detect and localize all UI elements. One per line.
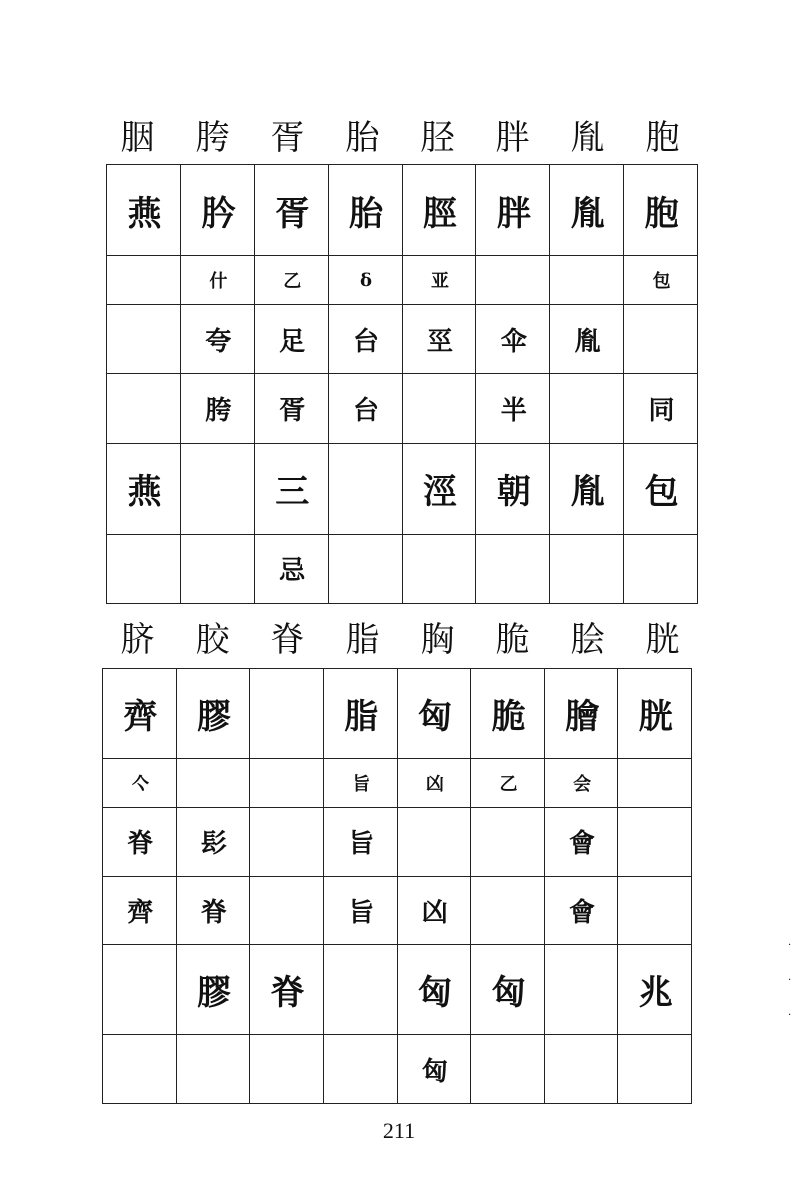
table-cell	[328, 374, 402, 443]
glyph-form: 胯	[205, 396, 230, 427]
table-cell	[544, 759, 618, 808]
table-cell	[624, 165, 698, 256]
table-cell	[397, 1035, 471, 1104]
table-row	[107, 534, 698, 603]
table-cell	[624, 305, 698, 374]
bottom-header-char: 脊	[270, 620, 305, 660]
glyph-form: 包	[644, 472, 677, 513]
table-cell	[402, 443, 476, 534]
glyph-form: 會	[569, 897, 594, 928]
glyph-form: 会	[573, 774, 590, 796]
bottom-header-char: 胱	[645, 620, 680, 660]
glyph-form: 會	[569, 829, 594, 860]
table-cell	[544, 669, 618, 759]
bottom-header-row	[100, 620, 700, 660]
table-cell	[176, 1035, 250, 1104]
table-cell	[176, 945, 250, 1035]
glyph-form: 旨	[348, 829, 373, 860]
table-cell	[254, 534, 328, 603]
table-cell	[107, 165, 181, 256]
table-cell	[250, 876, 324, 945]
table-cell	[328, 165, 402, 256]
table-row	[103, 876, 692, 945]
table-cell	[471, 1035, 545, 1104]
table-cell	[107, 374, 181, 443]
table-cell	[544, 807, 618, 876]
table-cell	[176, 759, 250, 808]
glyph-form: 半	[500, 396, 525, 427]
glyph-form: 髟	[200, 829, 225, 860]
top-header-char: 胖	[495, 118, 530, 158]
glyph-form: 亚	[430, 271, 447, 293]
table-cell	[328, 534, 402, 603]
bottom-header-char: 胶	[195, 620, 230, 660]
table-cell	[250, 807, 324, 876]
table-cell	[624, 374, 698, 443]
glyph-form: 脛	[422, 193, 455, 234]
table-cell	[544, 945, 618, 1035]
page-number: 211	[382, 1118, 416, 1143]
table-cell	[328, 443, 402, 534]
table-cell	[323, 945, 397, 1035]
glyph-form: 胥	[279, 396, 304, 427]
glyph-form: 燕	[127, 472, 160, 513]
table-cell	[397, 945, 471, 1035]
table-cell	[254, 374, 328, 443]
table-cell	[323, 759, 397, 808]
table-cell	[328, 256, 402, 305]
table-cell	[107, 305, 181, 374]
table-cell	[107, 443, 181, 534]
bottom-header-char: 脍	[570, 620, 605, 660]
table-cell	[250, 759, 324, 808]
top-header-char: 胥	[270, 118, 305, 158]
glyph-form: 胎	[349, 193, 382, 234]
table-cell	[180, 534, 254, 603]
glyph-form: 同	[648, 396, 673, 427]
top-header-char: 胞	[645, 118, 680, 158]
glyph-form: 夸	[205, 326, 230, 357]
glyph-form: 脊	[200, 897, 225, 928]
table-cell	[618, 759, 692, 808]
table-cell	[402, 374, 476, 443]
glyph-form: 胥	[275, 193, 308, 234]
table-cell	[550, 256, 624, 305]
table-cell	[107, 534, 181, 603]
table-cell	[550, 305, 624, 374]
glyph-form: 匈	[421, 1056, 446, 1087]
glyph-form: 朝	[496, 472, 529, 513]
table-cell	[471, 876, 545, 945]
table-cell	[550, 534, 624, 603]
glyph-form: 伞	[500, 326, 525, 357]
glyph-form: 脂	[344, 697, 377, 738]
table-cell	[176, 876, 250, 945]
table-cell	[618, 945, 692, 1035]
glyph-form: 膠	[196, 973, 229, 1014]
margin-mark: ·	[788, 975, 792, 986]
table-cell	[254, 256, 328, 305]
table-cell	[471, 759, 545, 808]
glyph-form: 乙	[283, 271, 300, 293]
table-cell	[471, 945, 545, 1035]
table-cell	[323, 876, 397, 945]
table-cell	[103, 945, 177, 1035]
table-cell	[402, 534, 476, 603]
glyph-form: 脊	[127, 829, 152, 860]
table-cell	[103, 1035, 177, 1104]
table-cell	[550, 443, 624, 534]
table-row	[103, 759, 692, 808]
glyph-form: 胤	[574, 326, 599, 357]
glyph-form: 膾	[565, 697, 598, 738]
glyph-form: 凶	[421, 897, 446, 928]
table-cell	[103, 759, 177, 808]
table-cell	[103, 807, 177, 876]
glyph-form: 膠	[196, 697, 229, 738]
table-cell	[476, 374, 550, 443]
table-cell	[250, 669, 324, 759]
table-cell	[107, 256, 181, 305]
table-cell	[397, 669, 471, 759]
table-cell	[397, 876, 471, 945]
glyph-form: 足	[279, 326, 304, 357]
bottom-header-char: 脂	[345, 620, 380, 660]
bottom-character-table	[102, 668, 692, 1104]
table-cell	[476, 256, 550, 305]
table-cell	[618, 807, 692, 876]
table-cell	[180, 165, 254, 256]
table-row	[103, 945, 692, 1035]
table-row	[107, 374, 698, 443]
table-cell	[471, 669, 545, 759]
table-cell	[397, 807, 471, 876]
table-cell	[402, 165, 476, 256]
table-cell	[476, 443, 550, 534]
top-header-char: 胯	[195, 118, 230, 158]
table-row	[103, 807, 692, 876]
glyph-form: 亽	[131, 774, 148, 796]
glyph-form: δ	[360, 269, 371, 291]
top-header-char: 胭	[120, 118, 155, 158]
table-cell	[550, 165, 624, 256]
table-cell	[254, 305, 328, 374]
table-cell	[176, 669, 250, 759]
table-row	[103, 1035, 692, 1104]
glyph-form: 胱	[638, 697, 671, 738]
table-cell	[550, 374, 624, 443]
table-cell	[250, 945, 324, 1035]
table-row	[107, 165, 698, 256]
glyph-form: 匈	[417, 697, 450, 738]
table-cell	[618, 669, 692, 759]
glyph-form: 兆	[638, 973, 671, 1014]
glyph-form: 胤	[570, 472, 603, 513]
top-header-char: 胫	[420, 118, 455, 158]
table-cell	[323, 807, 397, 876]
table-cell	[544, 876, 618, 945]
table-cell	[476, 534, 550, 603]
table-cell	[544, 1035, 618, 1104]
glyph-form: 旨	[348, 897, 373, 928]
table-cell	[176, 807, 250, 876]
table-cell	[103, 669, 177, 759]
glyph-form: 脆	[491, 697, 524, 738]
glyph-form: 脊	[270, 973, 303, 1014]
bottom-header-char: 脆	[495, 620, 530, 660]
bottom-header-char: 脐	[120, 620, 155, 660]
table-cell	[328, 305, 402, 374]
table-cell	[402, 256, 476, 305]
table-row	[103, 669, 692, 759]
glyph-form: 忌	[279, 556, 304, 587]
table-cell	[471, 807, 545, 876]
table-cell	[402, 305, 476, 374]
table-row	[107, 256, 698, 305]
top-header-row	[100, 118, 700, 158]
glyph-form: 旨	[352, 774, 369, 796]
table-cell	[624, 443, 698, 534]
glyph-form: 胖	[496, 193, 529, 234]
glyph-form: 台	[353, 326, 378, 357]
top-header-char: 胤	[570, 118, 605, 158]
glyph-form: 齊	[127, 897, 152, 928]
table-cell	[180, 305, 254, 374]
table-cell	[323, 1035, 397, 1104]
glyph-form: 三	[275, 472, 308, 513]
table-cell	[624, 256, 698, 305]
bottom-header-char: 胸	[420, 620, 455, 660]
glyph-form: 肣	[201, 193, 234, 234]
table-cell	[254, 165, 328, 256]
glyph-form: 匈	[491, 973, 524, 1014]
margin-mark: ·	[788, 1010, 792, 1021]
table-cell	[476, 305, 550, 374]
glyph-form: 巠	[426, 326, 451, 357]
table-cell	[254, 443, 328, 534]
glyph-form: 凶	[425, 774, 442, 796]
top-character-table	[106, 164, 698, 604]
glyph-form: 台	[353, 396, 378, 427]
table-cell	[397, 759, 471, 808]
top-header-char: 胎	[345, 118, 380, 158]
glyph-form: 燕	[127, 193, 160, 234]
glyph-form: 乙	[499, 774, 516, 796]
table-cell	[180, 374, 254, 443]
margin-mark: ·	[788, 940, 792, 951]
table-row	[107, 305, 698, 374]
table-cell	[180, 256, 254, 305]
table-cell	[618, 876, 692, 945]
glyph-form: 胞	[644, 193, 677, 234]
glyph-form: 涇	[422, 472, 455, 513]
glyph-form: 什	[209, 271, 226, 293]
table-cell	[103, 876, 177, 945]
table-cell	[476, 165, 550, 256]
table-cell	[250, 1035, 324, 1104]
table-row	[107, 443, 698, 534]
table-cell	[180, 443, 254, 534]
glyph-form: 齊	[123, 697, 156, 738]
glyph-form: 匈	[417, 973, 450, 1014]
table-cell	[323, 669, 397, 759]
table-cell	[618, 1035, 692, 1104]
table-cell	[624, 534, 698, 603]
glyph-form: 包	[652, 271, 669, 293]
glyph-form: 胤	[570, 193, 603, 234]
